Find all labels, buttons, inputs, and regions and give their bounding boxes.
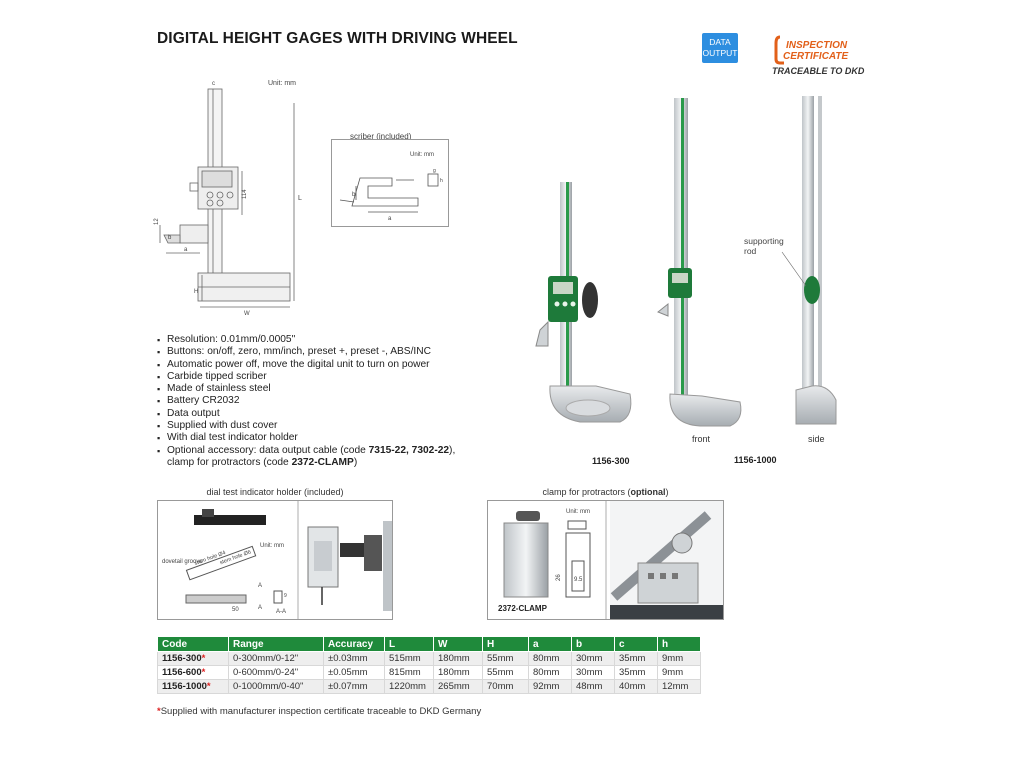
svg-text:Unit: mm: Unit: mm (566, 509, 590, 515)
cell-code: 1156-1000* (158, 680, 229, 694)
cell-accuracy: ±0.03mm (324, 652, 385, 666)
svg-text:stem hole Ø4: stem hole Ø4 (193, 550, 227, 567)
svg-text:INSPECTION: INSPECTION (786, 40, 848, 51)
svg-text:Unit: mm: Unit: mm (410, 152, 434, 158)
dial-holder-panel (157, 500, 393, 620)
svg-text:side: side (808, 434, 825, 444)
table-header-row (158, 637, 701, 652)
svg-text:9: 9 (284, 593, 287, 599)
header-h: H (483, 637, 529, 652)
cell-h: 70mm (483, 680, 529, 694)
svg-text:stem hole Ø6: stem hole Ø6 (219, 549, 252, 567)
scriber-drawing (331, 139, 449, 227)
table-row (158, 652, 701, 666)
cell-w: 180mm (434, 652, 483, 666)
svg-text:W: W (244, 311, 250, 317)
svg-text:front: front (692, 434, 711, 444)
cell-l: 815mm (385, 666, 434, 680)
svg-text:26: 26 (556, 574, 562, 581)
clamp-panel (487, 500, 724, 620)
cell-b: 48mm (572, 680, 615, 694)
cell-accuracy: ±0.07mm (324, 680, 385, 694)
cell-w: 265mm (434, 680, 483, 694)
feature-item: ▪ Resolution: 0.01mm/0.0005" (157, 334, 497, 346)
height-gage-drawing (150, 75, 310, 320)
cell-code: 1156-300* (158, 652, 229, 666)
svg-text:g: g (433, 168, 436, 174)
svg-text:12: 12 (154, 218, 160, 225)
cell-h-small: 9mm (658, 666, 701, 680)
svg-text:Unit: mm: Unit: mm (268, 80, 296, 87)
scriber-caption: scriber (included) (350, 132, 412, 141)
feature-item: ▪ Supplied with dust cover (157, 420, 497, 432)
cell-b: 30mm (572, 652, 615, 666)
cell-accuracy: ±0.05mm (324, 666, 385, 680)
cell-code: 1156-600* (158, 666, 229, 680)
clamp-drawing (488, 501, 723, 619)
feature-item: ▪ Buttons: on/off, zero, mm/inch, preset +, preset -, ABS/INC (157, 346, 497, 358)
feature-item: ▪ Data output (157, 408, 497, 420)
feature-item: ▪ With dial test indicator holder (157, 432, 497, 444)
svg-text:114: 114 (242, 189, 248, 199)
svg-text:A: A (258, 583, 263, 589)
footnote-text: Supplied with manufacturer inspection certificate traceable to DKD Germany (160, 706, 482, 717)
photo-1156-300 (536, 182, 631, 422)
cell-h: 55mm (483, 666, 529, 680)
feature-item: ▪ Carbide tipped scriber (157, 371, 497, 383)
product-photos (530, 90, 870, 466)
svg-text:L: L (298, 195, 302, 202)
svg-text:Unit: mm: Unit: mm (260, 543, 284, 549)
svg-text:A: A (258, 605, 263, 611)
badge-line2: OUTPUT (702, 48, 738, 58)
spec-table (157, 636, 701, 694)
header-range: Range (229, 637, 324, 652)
svg-text:50: 50 (232, 607, 239, 613)
feature-item-optional: ▪ Optional accessory: data output cable (code 7315-22, 7302-22), clamp for protractors (code 2372-CLAMP) (157, 445, 497, 470)
svg-text:b: b (168, 235, 172, 241)
cell-h: 55mm (483, 652, 529, 666)
features-list (157, 334, 497, 469)
cell-range: 0-1000mm/0-40" (229, 680, 324, 694)
cell-range: 0-300mm/0-12" (229, 652, 324, 666)
svg-text:CERTIFICATE: CERTIFICATE (783, 51, 849, 62)
footnote-star: * (157, 706, 161, 717)
badge-line1: DATA (709, 37, 731, 47)
cell-a: 92mm (529, 680, 572, 694)
header-h-small: h (658, 637, 701, 652)
cell-h-small: 9mm (658, 652, 701, 666)
header-accuracy: Accuracy (324, 637, 385, 652)
photo-1156-1000-side (796, 96, 836, 424)
cell-b: 30mm (572, 666, 615, 680)
dial-holder-drawing (158, 501, 392, 619)
svg-text:c: c (212, 81, 215, 87)
cell-w: 180mm (434, 666, 483, 680)
feature-item: ▪ Made of stainless steel (157, 383, 497, 395)
cell-c: 40mm (615, 680, 658, 694)
header-w: W (434, 637, 483, 652)
feature-item: ▪ Automatic power off, move the digital unit to turn on power (157, 359, 497, 371)
svg-text:2372-CLAMP: 2372-CLAMP (498, 604, 547, 613)
page-title: DIGITAL HEIGHT GAGES WITH DRIVING WHEEL (157, 30, 518, 47)
header-c: c (615, 637, 658, 652)
svg-text:A-A: A-A (276, 609, 287, 615)
header-a: a (529, 637, 572, 652)
cell-c: 35mm (615, 652, 658, 666)
header-l: L (385, 637, 434, 652)
cell-l: 1220mm (385, 680, 434, 694)
footnote (157, 706, 481, 717)
svg-text:a: a (184, 247, 188, 253)
data-output-badge (702, 33, 738, 63)
svg-text:a: a (388, 216, 392, 222)
table-row (158, 666, 701, 680)
cell-l: 515mm (385, 652, 434, 666)
certificate-subtitle: TRACEABLE TO DKD (772, 66, 865, 76)
label-1156-1000: 1156-1000 (734, 455, 777, 465)
photo-1156-1000-front (658, 98, 741, 426)
header-code: Code (158, 637, 229, 652)
header-b: b (572, 637, 615, 652)
supporting-rod-label: supporting rod (744, 236, 784, 256)
cell-a: 80mm (529, 652, 572, 666)
svg-text:b: b (352, 192, 356, 198)
cell-h-small: 12mm (658, 680, 701, 694)
cell-c: 35mm (615, 666, 658, 680)
clamp-caption: clamp for protractors (optional) (542, 487, 669, 497)
svg-text:dovetail groove: dovetail groove (162, 559, 203, 565)
svg-text:h: h (440, 178, 443, 184)
feature-item: ▪ Battery CR2032 (157, 395, 497, 407)
dial-holder-caption: dial test indicator holder (included) (206, 487, 344, 497)
cell-range: 0-600mm/0-24" (229, 666, 324, 680)
svg-text:H: H (194, 289, 199, 295)
svg-text:9.5: 9.5 (574, 577, 583, 583)
svg-text:1156-300: 1156-300 (592, 456, 630, 466)
table-row (158, 680, 701, 694)
cell-a: 80mm (529, 666, 572, 680)
